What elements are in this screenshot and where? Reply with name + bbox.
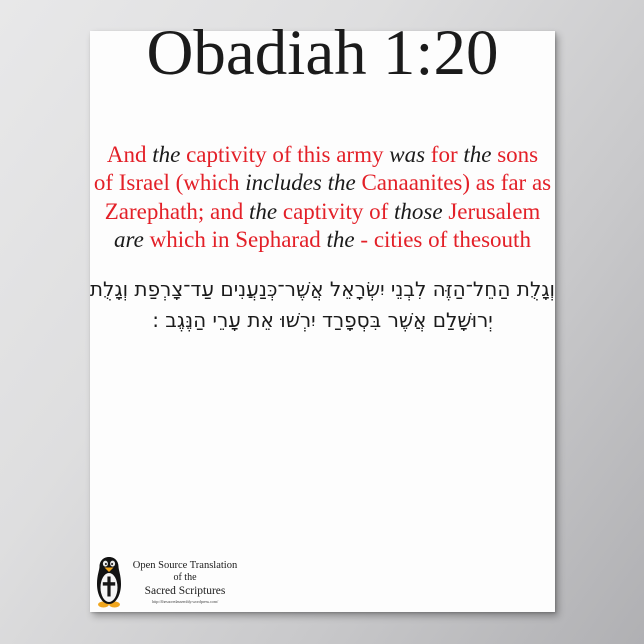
translation-text: of Israel (which: [93, 170, 246, 196]
supplied-word: the: [249, 198, 278, 224]
translation-text: for: [425, 142, 464, 167]
verse-reference-title: Obadiah 1:20: [146, 17, 499, 89]
penguin-cross-icon: [94, 556, 124, 608]
supplied-word: the: [152, 142, 181, 167]
translation-text: captivity of this army: [180, 142, 390, 167]
hebrew-verse: [90, 274, 555, 336]
verse-line: [90, 169, 555, 197]
publisher-name-line: of the: [173, 571, 197, 583]
verse-translation: [90, 141, 555, 255]
translation-text: which in Sepharad: [143, 227, 327, 253]
translation-text: Canaanites) as far as: [355, 170, 552, 196]
publisher-name-line: Open Source Translation: [132, 559, 238, 571]
translation-text: And: [106, 142, 153, 167]
supplied-word: the: [463, 142, 492, 167]
translation-text: Jerusalem: [442, 198, 541, 224]
verse-line: [90, 141, 555, 169]
translation-text: sons: [491, 142, 539, 167]
supplied-word: the: [326, 227, 355, 253]
translation-text: captivity of: [277, 198, 395, 224]
hebrew-line: וְגָלֻת הַחֵל־הַזֶּה לִבְנֵי יִשְׂרָאֵל אֲשֶׁר־כְּנַעֲנִים עַד־צָרְפַת וְגָלֻת: [89, 277, 555, 301]
supplied-word: was: [389, 142, 426, 167]
supplied-word: those: [394, 198, 443, 224]
translation-text: - cities of thesouth: [354, 227, 531, 253]
verse-line: [90, 198, 555, 226]
publisher-name-line: Sacred Scriptures: [144, 584, 226, 597]
publisher-url: http://thesacredassembly.wordpress.com/: [151, 598, 219, 604]
hebrew-line: יְרוּשָׁלִַם אֲשֶׁר בִּסְפָרַד יִרְשׁוּ אֵת עָרֵי הַנֶּגֶב :: [152, 308, 493, 332]
publisher-name: [127, 559, 243, 606]
poster: [89, 17, 555, 612]
publisher-logo: [94, 556, 243, 608]
supplied-word: are: [114, 227, 144, 253]
translation-text: Zarephath; and: [104, 198, 250, 224]
verse-line: [90, 226, 555, 254]
supplied-word: includes the: [245, 170, 356, 196]
